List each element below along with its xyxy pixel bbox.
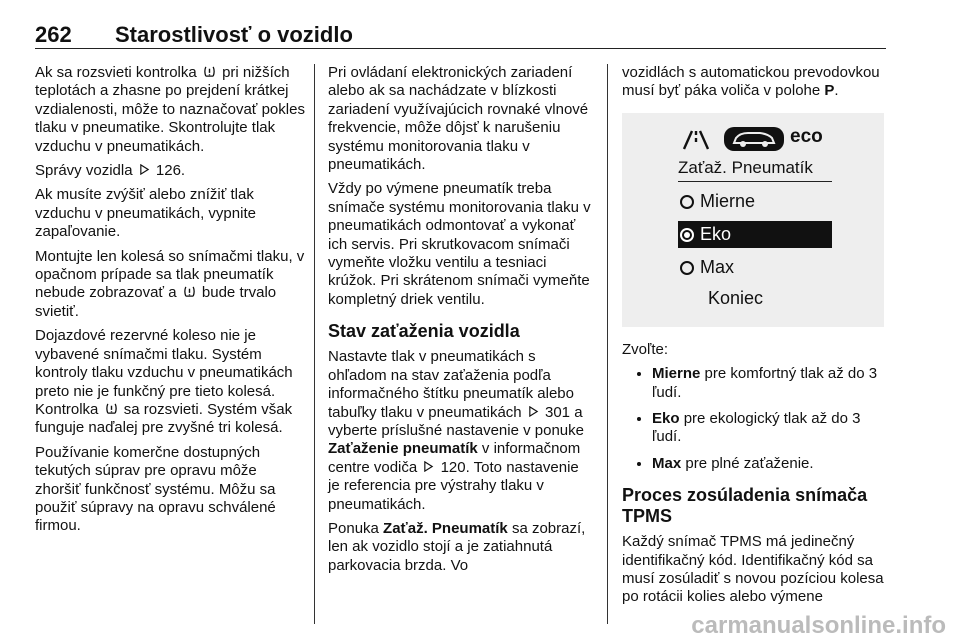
paragraph <box>35 327 305 437</box>
car-icon <box>724 127 784 151</box>
page-reference-arrow-icon <box>528 406 539 417</box>
list-item <box>652 365 888 402</box>
list-item <box>652 455 888 473</box>
text: Toto nastavenie je referencia pre výstrahy tlaku v pneumatikách. <box>328 458 579 513</box>
road-lanes-icon <box>678 129 720 151</box>
item-bold: Mierne <box>652 365 701 383</box>
page-reference-arrow-icon <box>139 164 150 175</box>
text: Ponuka <box>328 519 379 537</box>
paragraph: Používanie komerčne dostupných tekutých súprav pre opravu môže zhoršiť funkčnosť systému. Môžu sa použiť súpravy na opravu schválené firmou. <box>35 443 276 535</box>
bullet-list <box>622 365 888 473</box>
eco-label: eco <box>790 125 823 147</box>
menu-name: Zaťaž. Pneumatík <box>383 519 508 537</box>
page-reference-arrow-icon <box>423 461 434 472</box>
item-bold: Max <box>652 454 682 472</box>
display-top-bar <box>678 127 832 153</box>
option-mierne[interactable] <box>678 188 832 215</box>
text: v informačnom centre vodiča <box>328 440 581 476</box>
paragraph: Zvoľte: <box>622 340 669 358</box>
option-label: Mierne <box>700 191 756 212</box>
page-reference[interactable]: 301 <box>545 403 571 421</box>
column-3 <box>622 64 888 613</box>
paragraph <box>35 162 305 180</box>
gear-position: P <box>824 82 835 100</box>
text: a vyberte príslušné nastavenie v ponuke <box>328 403 584 439</box>
list-item <box>652 410 888 447</box>
text: sa zobrazí, len ak vozidlo stojí a je zatiahnutá parkovacia brzda. Vo <box>328 519 586 574</box>
text: vozidlách s automatickou prevodovkou musí byť páka voliča v polohe <box>622 64 880 100</box>
tire-pressure-warning-icon <box>105 402 118 415</box>
column-1 <box>35 64 305 542</box>
option-max[interactable] <box>678 254 832 281</box>
page-reference[interactable]: 126. <box>155 162 186 180</box>
tire-pressure-warning-icon <box>183 285 196 298</box>
paragraph: Každý snímač TPMS má jedinečný identifikačný kód. Identifikačný kód sa musí zosúladiť s novou pozíciou kolesa po rotácii kolies alebo výmene <box>622 533 884 606</box>
driver-info-display <box>622 113 884 327</box>
vehicle-tab <box>724 127 784 151</box>
text: Dojazdové rezervné koleso nie je vybavené snímačmi tlaku. Systém kontroly tlaku vzduchu v pneumatikách preto nie je funkčný pre tieto kolesá. Kontrolka <box>35 327 293 418</box>
item-bold: Eko <box>652 410 680 428</box>
radio-icon <box>680 261 694 275</box>
radio-icon <box>680 195 694 209</box>
paragraph <box>35 248 305 322</box>
menu-name: Zaťaženie pneumatík <box>328 440 478 458</box>
item-text: pre ekologický tlak až do 3 ľudí. <box>652 410 861 446</box>
page-title: Starostlivosť o vozidlo <box>115 22 353 47</box>
watermark: carmanualsonline.info <box>691 612 946 639</box>
option-koniec[interactable]: Koniec <box>708 288 764 309</box>
text: bude trvalo svietiť. <box>35 284 277 320</box>
paragraph <box>328 520 594 575</box>
option-label: Eko <box>700 224 732 245</box>
option-label: Max <box>700 257 735 278</box>
text: Správy vozidla <box>35 162 133 180</box>
text: Ak sa rozsvieti kontrolka <box>35 64 197 81</box>
paragraph <box>622 64 888 101</box>
text: pri nižších teplotách a zhasne po prejdení krátkej vzdialenosti, môže to naznačovať pokles tlaku v pneumatike. Skontrolujte tlak vzduchu v pneumatikách. <box>35 64 305 155</box>
paragraph <box>328 348 594 514</box>
text: Montujte len kolesá so snímačmi tlaku, v opačnom prípade sa tlak pneumatík nebude zobrazovať a <box>35 247 305 302</box>
tire-pressure-warning-icon <box>203 65 216 78</box>
section-heading: Proces zosúladenia snímača TPMS <box>622 485 868 527</box>
page-number: 262 <box>35 22 72 47</box>
item-text: pre komfortný tlak až do 3 ľudí. <box>652 365 878 401</box>
page-header <box>35 16 886 49</box>
text: . <box>834 82 839 100</box>
text: sa rozsvieti. Systém však funguje naďalej pre zvyšné tri kolesá. <box>35 400 293 437</box>
column-divider <box>314 64 315 624</box>
option-eko[interactable] <box>678 221 832 248</box>
paragraph <box>35 64 305 156</box>
text: Nastavte tlak v pneumatikách s ohľadom na stav zaťaženia podľa informačného štítku pneumatík alebo tabuľky tlaku v pneumatikách <box>328 348 574 421</box>
column-divider <box>607 64 608 624</box>
radio-selected-icon <box>680 228 694 242</box>
page-reference[interactable]: 120. <box>440 458 470 476</box>
paragraph: Ak musíte zvýšiť alebo znížiť tlak vzduchu v pneumatikách, vypnite zapaľovanie. <box>35 186 256 241</box>
paragraph: Vždy po výmene pneumatík treba snímače systému monitorovania tlaku v pneumatikách odmontovať a vykonať ich servis. Pri skrutkovacom snímači vymeňte vložku ventilu a tesniaci krúžok. Pri skrátenom snímači vymeňte kompletný driek ventilu. <box>328 180 591 308</box>
paragraph: Pri ovládaní elektronických zariadení alebo ak sa nachádzate v blízkosti zariadení využívajúcich rovnaké vlnové frekvencie, môže dôjsť k narušeniu systému monitorovania tlaku v pneumatikách. <box>328 64 589 174</box>
column-2 <box>328 64 594 581</box>
display-menu-title: Zaťaž. Pneumatík <box>678 159 832 182</box>
item-text: pre plné zaťaženie. <box>685 454 814 472</box>
section-heading: Stav zaťaženia vozidla <box>328 321 520 342</box>
